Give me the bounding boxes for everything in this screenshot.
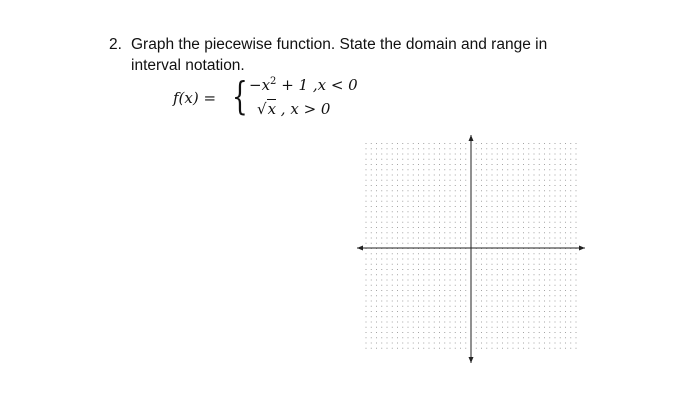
x-axis-arrow-right: [579, 246, 585, 251]
case-2: [257, 100, 330, 118]
case-1-condition: + 1 ,x < 0: [281, 76, 358, 94]
function-name: f(x) =: [173, 89, 217, 107]
x-axis-arrow-left: [357, 246, 363, 251]
coordinate-grid[interactable]: [355, 133, 587, 370]
y-axis-arrow-down: [469, 357, 474, 363]
coordinate-grid-svg[interactable]: [355, 133, 587, 365]
case-2-condition: , x > 0: [276, 100, 331, 118]
case-1-exponent: 2: [270, 76, 277, 87]
case-1: [249, 76, 358, 94]
prompt-line-1: Graph the piecewise function. State the domain and range in: [131, 36, 548, 53]
radical-sign: √: [257, 100, 267, 118]
case-1-expression: −x: [249, 76, 271, 94]
problem-number: 2.: [109, 36, 122, 53]
left-brace: {: [232, 74, 248, 118]
piecewise-formula: [173, 74, 373, 124]
case-2-radicand: x: [267, 100, 277, 118]
prompt-line-2: interval notation.: [131, 57, 245, 74]
y-axis-arrow-up: [469, 135, 474, 141]
